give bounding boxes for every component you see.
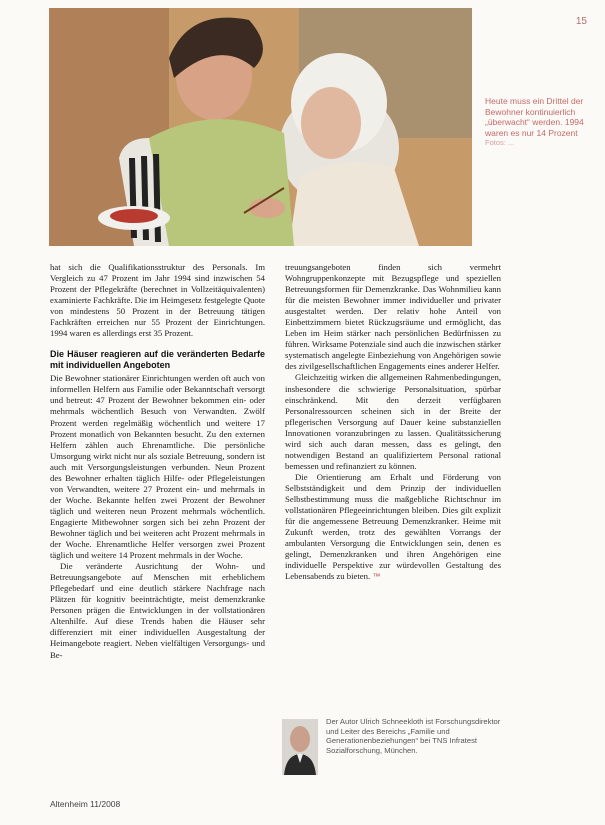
author-photo [282, 719, 318, 775]
paragraph-text: Die Orientierung am Erhalt und Förderung von Selbstständigkeit und dem Prinzip der individuellen Selbstbestimmung muss die maßgebliche Richtschnur im vollstationären Pflegeeinrichtungen bleiben. Dies gilt explizit für die angemessene Betreuung Demenzkranker. Heime mit Zukunft werden, trotz des gewählten Vorrangs der ambulanten Versorgung die Entwicklungen sein, denen es gelingt, Demenzkranken und ihren Angehörigen eine individuelle Perspektive zur würdevollen Gestaltung des Lebensabends zu bieten. [285, 471, 501, 582]
paragraph: Die veränderte Ausrichtung der Wohn- und Betreuungsangebote auf Menschen mit erheblichem Pflegebedarf und eine deutlich stärkere Nachfrage nach Plätzen für kognitiv beeinträchtigte, meist demenzkranke Personen prägen die Entwicklungen in der vollstationären Altenhilfe. Auf diese Trends haben die Häuser sehr differenziert mit einer individuellen Ausgestaltung der Heimangebote reagiert. Neben vielfältigen Versorgungs- und Be- [50, 561, 265, 660]
caption-text: Heute muss ein Drittel der Bewohner kontinuierlich „überwacht“ werden. 1994 waren es nur 14 Prozent [485, 96, 584, 138]
photo-illustration [49, 8, 472, 246]
end-mark: ™ [372, 572, 381, 582]
author-note [270, 715, 510, 777]
photo-credit: Fotos: ... [485, 138, 515, 148]
page-footer: Altenheim 11/2008 [50, 799, 121, 809]
article-photo [49, 8, 472, 246]
page-number: 15 [575, 16, 587, 27]
paragraph: treuungsangeboten finden sich vermehrt Wohngruppenkonzepte mit Bezugspflege und speziellen Betreuungsformen für Demenzkranke. Das Wohnmilieu kann für die meisten Bewohner immer individueller und privater ausgestaltet werden. Der relativ hohe Anteil von Einbettzimmern bietet Rückzugsräume und ermöglicht, das Leben im Heim stärker nach persönlichen Bedürfnissen zu führen. Wirksame Potenziale sind auch die inzwischen stärker systematisch angelegte Einbeziehung von Angehörigen sowie des zivilgesellschaftlichen Engagements eines anderer Helfer. [285, 262, 501, 372]
paragraph: Die Bewohner stationärer Einrichtungen werden oft auch von informellen Helfern aus Familie oder Bekanntschaft versorgt und betreut: 47 Prozent der Bewohner bekommen ein- oder mehrmals wöchentlich Besuch von Verwandten. Zwölf Prozent werden regelmäßig wöchentlich und weitere 17 Prozent monatlich von Bekannten besucht. Zu den externen Helfern zählen auch Ehrenamtliche. Die persönliche Umsorgung wirkt nicht nur als soziale Betreuung, sondern ist auch mit Versorgungsleistungen verbunden. Neun Prozent des Bewohner erhalten täglich Hilfe- oder Pflegeleistungen von Verwandten, weitere 27 Prozent ein- und mehrmals in der Woche. Bekannte helfen zwei Prozent der Bewohner täglich und weiteren neun Prozent mehrmals wöchentlich. Engagierte Mitbewohner sorgen sich bei zehn Prozent der Bewohner täglich und bei weiteren acht Prozent mehrmals in der Woche. Ehrenamtliche Helfer versorgen zwei Prozent täglich und weitere 14 Prozent mehrmals in der Woche. [50, 373, 265, 561]
author-portrait [282, 719, 318, 775]
photo-caption [485, 96, 589, 149]
article-column-left [50, 262, 265, 661]
paragraph [285, 472, 501, 582]
author-bio: Der Autor Ulrich Schneekloth ist Forschungsdirektor und Leiter des Bereichs „Familie und Generationenbeziehungen“ bei TNS Infratest Sozialforschung, München. [326, 717, 501, 755]
section-subheading: Die Häuser reagieren auf die veränderten Bedarfe mit individuellen Angeboten [50, 349, 265, 371]
paragraph: Gleichzeitig wirken die allgemeinen Rahmenbedingungen, insbesondere die schwierige Personalsituation, spürbar einschränkend. Mit den derzeit verfügbaren Personalressourcen scheinen sich in der Breite der pflegerischen Versorgung auf Dauer keine substanziellen Innovationen voranzubringen zu lassen. Qualitätssicherung wird sich auch daran messen, dass es gelingt, den notwendigen Bestand an qualifiziertem Personal rational bemessen und refinanziert zu können. [285, 372, 501, 471]
paragraph: hat sich die Qualifikationsstruktur des Personals. Im Vergleich zu 47 Prozent im Jahr 1994 sind inzwischen 54 Prozent der Pflegekräfte (berechnet in Vollzeitäquivalenten) examinierte Fachkräfte. Die im Heimgesetz festgelegte Quote von mindestens 50 Prozent in der Betreuung tätigen Fachkräften erreichen nur 55 Prozent der Einrichtungen. 1994 waren es allerdings erst 35 Prozent. [50, 262, 265, 339]
article-column-right [285, 262, 501, 582]
